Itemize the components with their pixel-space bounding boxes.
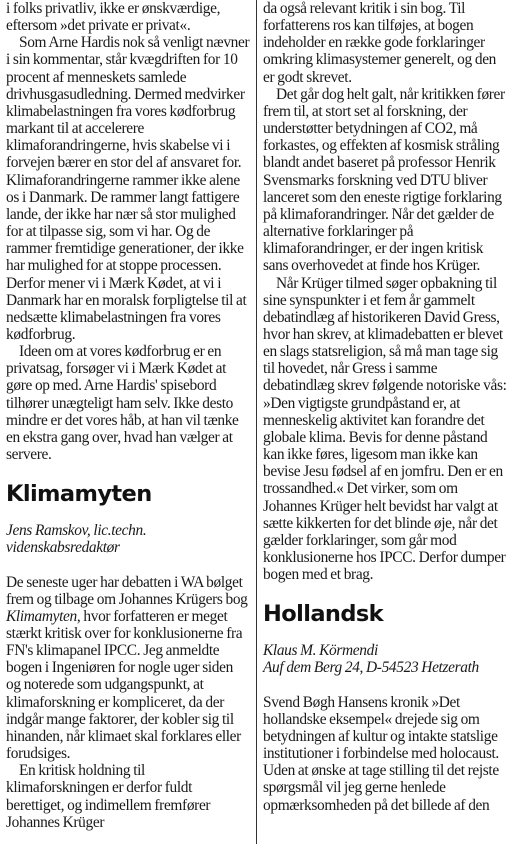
- column-divider: [256, 0, 257, 844]
- article-paragraph: Svend Bøgh Hansens kronik »Det hollandske eksempel« drejede sig om betydningen af kultur og intakte statslige institutioner i forbindelse med holocaust. Uden at ønske at tage stilling til det rejste spørgsmål vil jeg gerne henlede opmærksomheden på det billede af den: [263, 693, 499, 814]
- right-column: [263, 0, 507, 814]
- article-heading-hollandsk: Hollandsk: [263, 601, 383, 628]
- text-segment: , hvor forfatteren er meget stærkt kritisk over for konklusionerne fra FN's klimapanel IPCC. Jeg anmeldte bogen i Ingeniøren for nogle uger siden og noterede som udgangspunkt, at klimaforskning er kompliceret, da der indgår mange faktorer, der kobler sig til hinanden, når klimaet skal forklares eller forudsiges.: [6, 607, 243, 763]
- article-paragraph: [6, 574, 250, 763]
- byline-name: Klaus M. Körmendi: [263, 642, 378, 660]
- spacer: [6, 508, 250, 522]
- left-column: [6, 0, 250, 831]
- article-paragraph: En kritisk holdning til klimaforskningen er derfor fuldt berettiget, og indimellem fremfører Johannes Krüger: [6, 762, 211, 831]
- spacer: [263, 583, 507, 600]
- spacer: [263, 677, 507, 694]
- spacer: [6, 557, 250, 574]
- book-title: Klimamyten: [6, 607, 77, 625]
- spacer: [6, 463, 250, 480]
- byline-name: Jens Ramskov, lic.techn.: [6, 522, 147, 540]
- article-paragraph: Som Arne Hardis nok så venligt nævner i sin kommentar, står kvægdriften for 10 procent af menneskets samlede drivhusgasudledning. Dermed medvirker klimabelastningen fra vores kødforbrug markant til at accelerere klimaforandringerne, hvis skabelse vi i forvejen bærer en stor del af ansvaret for. Klimaforandringerne rammer ikke alene os i Danmark. De rammer langt fattigere lande, der ikke har nær så stor mulighed for at tilpasse sig, som vi har. Og de rammer fremtidige generationer, der ikke har mulighed for at stoppe processen. Derfor mener vi i Mærk Kødet, at vi i Danmark har en moralsk forpligtelse til at nedsætte klimabelastningen fra vores kødforbrug.: [6, 34, 250, 343]
- article-heading-klimamyten: Klimamyten: [6, 481, 152, 508]
- article-paragraph: Det går dog helt galt, når kritikken fører frem til, at stort set al forskning, der understøtter betydningen af CO2, må forkastes, og effekten af kosmisk stråling blandt andet baseret på professor Henrik Svensmarks forskning ved DTU bliver lanceret som den eneste rigtige forklaring på klimaforandringer. Når det gælder de alternative forklaringer på klimaforandringer, er der ingen kritisk sans overhovedet at finde hos Krüger.: [263, 85, 505, 275]
- article-paragraph: i folks privatliv, ikke er ønskværdige, eftersom »det private er privat«.: [6, 0, 221, 35]
- article-paragraph: Når Krüger tilmed søger opbakning til sine synspunkter i et fem år gammelt debatindlæg af historikeren David Gress, hvor han skrev, at klimadebatten er blevet en slags statsreligion, så må man tage sig til hovedet, når Gress i samme debatindlæg skrev følgende notoriske vås: »Den vigtigste grundpåstand er, at menneskelig aktivitet kan forandre det globale klima. Bevis for denne påstand kan ikke føres, ligesom man ikke kan bevise Jesu fødsel af en jomfru. Den er en trossandhed.« Det virker, som om Johannes Krüger helt bevidst har valgt at sætte kikkerten for det blinde øje, når det gælder forklaringer, som går mod konklusionerne hos IPCC. Derfor dumper bogen med et brag.: [263, 274, 507, 584]
- article-paragraph: Ideen om at vores kødforbrug er en privatsag, forsøger vi i Mærk Kødet at gøre op med. Arne Hardis' spisebord tilhører unægteligt ham selv. Ikke desto mindre er det vores håb, at han vil tænke en ekstra gang over, hvad han vælger at servere.: [6, 343, 239, 464]
- byline-address: Auf dem Berg 24, D-54523 Hetzerath: [263, 659, 479, 677]
- article-paragraph: da også relevant kritik i sin bog. Til forfatterens ros kan tilføjes, at bogen indeholder en række gode forklaringer omkring klimasystemer generelt, og den er godt skrevet.: [263, 0, 497, 86]
- byline-role: videnskabsredaktør: [6, 539, 120, 557]
- spacer: [263, 628, 507, 642]
- text-segment: De seneste uger har debatten i WA bølget frem og tilbage om Johannes Krügers bog: [6, 573, 248, 608]
